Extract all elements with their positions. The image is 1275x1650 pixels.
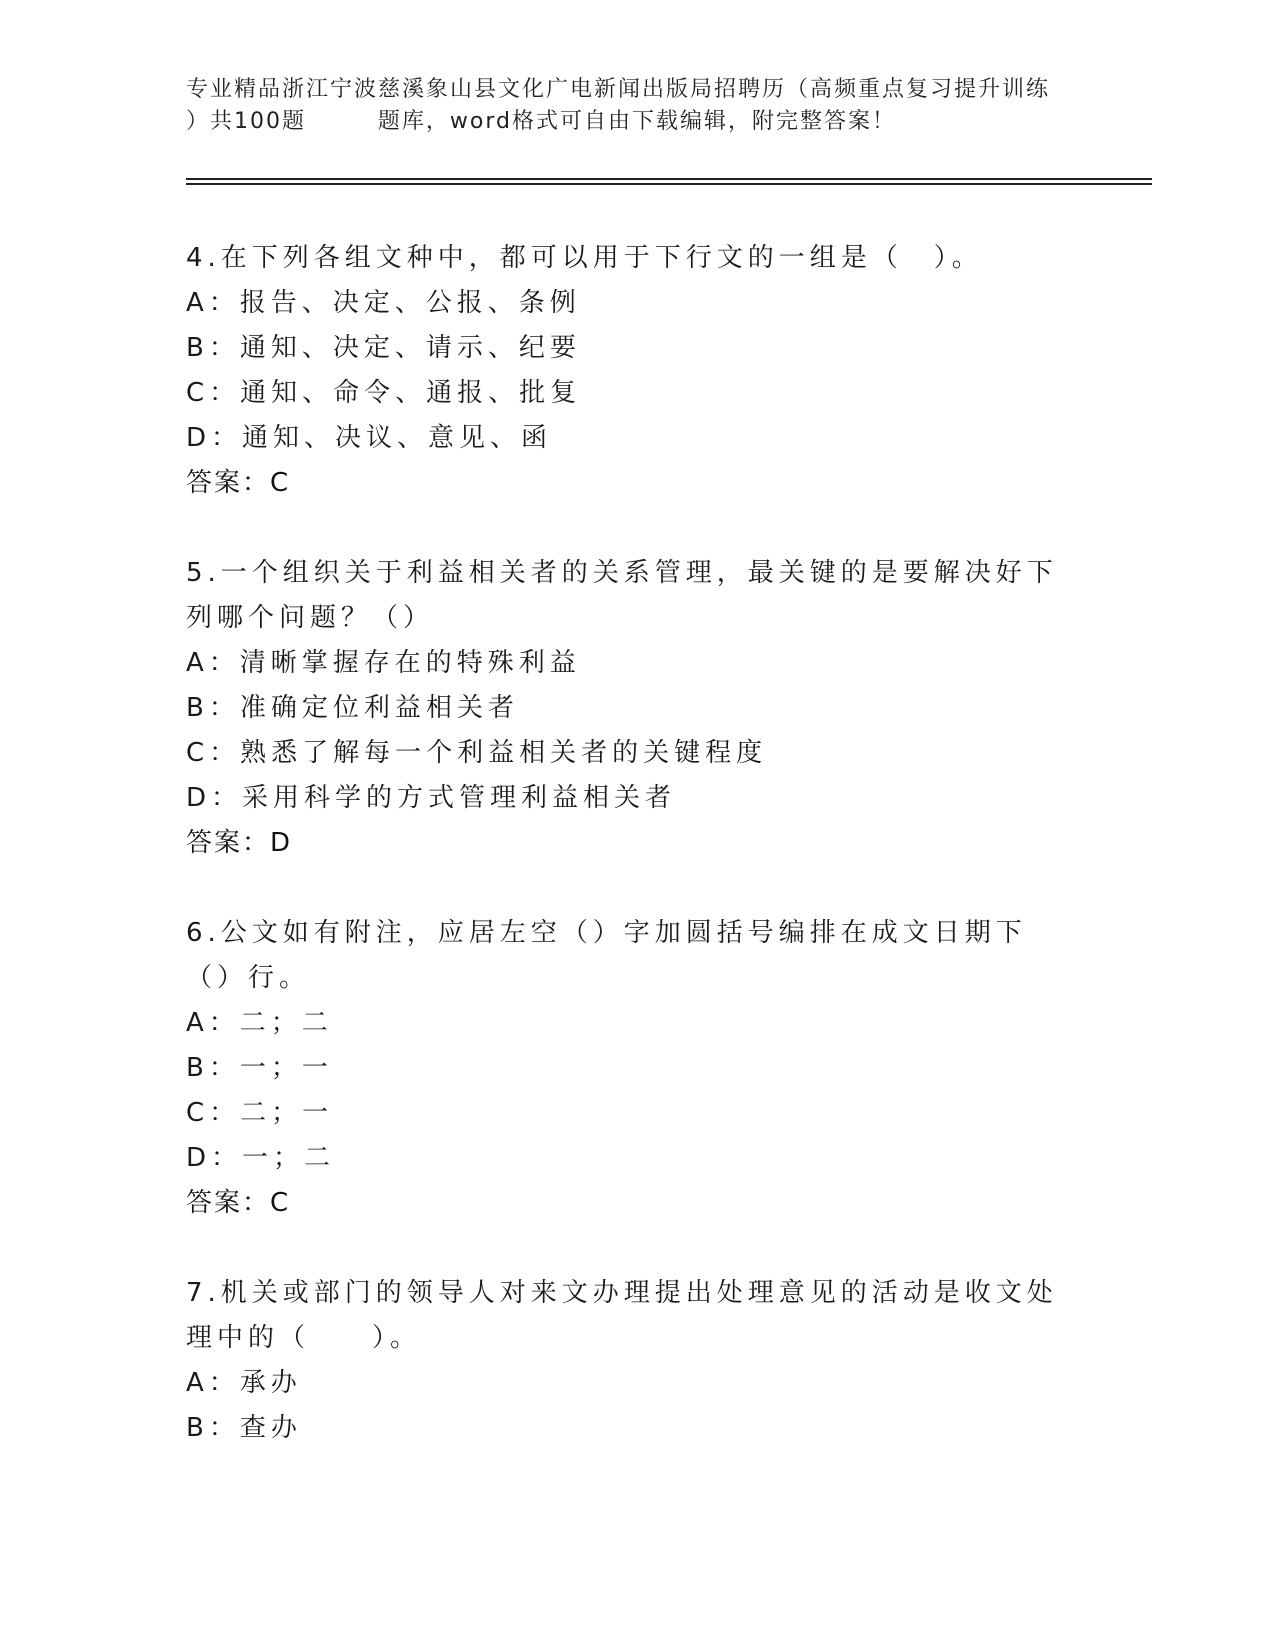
question-stem: 5.一个组织关于利益相关者的关系管理，最关键的是要解决好下列哪个问题？（） <box>186 558 1058 633</box>
option-c: C：二；一 <box>186 1098 334 1128</box>
option-d: D：采用科学的方式管理利益相关者 <box>186 783 677 813</box>
option-a: A：承办 <box>186 1368 302 1398</box>
option-b: B：通知、决定、请示、纪要 <box>186 333 581 363</box>
question-7 <box>186 1271 1066 1451</box>
question-stem: 4.在下列各组文种中，都可以用于下行文的一组是（ ）。 <box>186 243 983 273</box>
header-divider-top <box>186 178 1152 180</box>
answer: 答案：D <box>186 828 293 858</box>
option-a: A：报告、决定、公报、条例 <box>186 288 581 318</box>
question-list <box>186 236 1066 1451</box>
option-b: B：查办 <box>186 1413 302 1443</box>
option-c: C：熟悉了解每一个利益相关者的关键程度 <box>186 738 768 768</box>
question-stem: 6.公文如有附注，应居左空（）字加圆括号编排在成文日期下（）行。 <box>186 918 1027 993</box>
answer: 答案：C <box>186 468 291 498</box>
question-stem: 7.机关或部门的领导人对来文办理提出处理意见的活动是收文处理中的（ ）。 <box>186 1278 1058 1353</box>
question-5 <box>186 551 1066 866</box>
header-divider-bottom <box>186 183 1152 185</box>
option-b: B：一；一 <box>186 1053 333 1083</box>
option-a: A：清晰掌握存在的特殊利益 <box>186 648 581 678</box>
option-a: A：二；二 <box>186 1008 333 1038</box>
document-header <box>186 74 1086 138</box>
option-c: C：通知、命令、通报、批复 <box>186 378 582 408</box>
question-4 <box>186 236 1066 506</box>
option-b: B：准确定位利益相关者 <box>186 693 519 723</box>
option-d: D：一；二 <box>186 1143 336 1173</box>
header-line-1: 专业精品浙江宁波慈溪象山县文化广电新闻出版局招聘历（高频重点复习提升训练 <box>186 77 1051 102</box>
header-line-2: ）共100题 题库，word格式可自由下载编辑，附完整答案！ <box>186 109 897 134</box>
answer: 答案：C <box>186 1188 291 1218</box>
option-d: D：通知、决议、意见、函 <box>186 423 553 453</box>
question-6 <box>186 911 1066 1226</box>
